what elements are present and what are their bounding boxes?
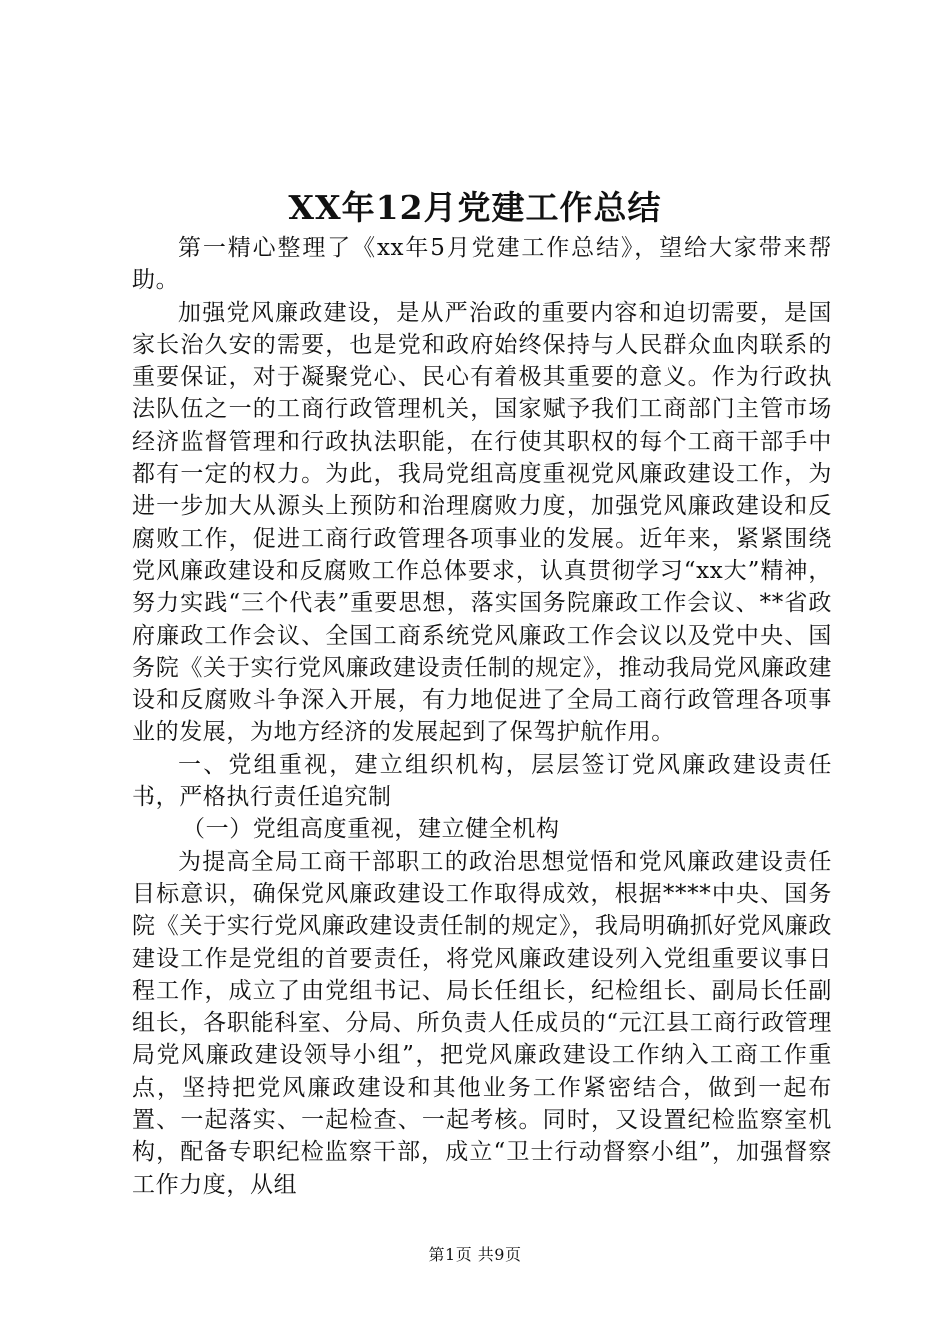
body-paragraph: 加强党风廉政建设，是从严治政的重要内容和迫切需要，是国家长治久安的需要，也是党和政府始终保持与人民群众血肉联系的重要保证，对于凝聚党心、民心有着极其重要的意义。作为行政执法队伍之一的工商行政管理机关，国家赋予我们工商部门主管市场经济监督管理和行政执法职能，在行使其职权的每个工商干部手中都有一定的权力。为此，我局党组高度重视党风廉政建设工作，为进一步加大从源头上预防和治理腐败力度，加强党风廉政建设和反腐败工作，促进工商行政管理各项事业的发展。近年来，紧紧围绕党风廉政建设和反腐败工作总体要求，认真贯彻学习“xx大”精神，努力实践“三个代表”重要思想，落实国务院廉政工作会议、**省政府廉政工作会议、全国工商系统党风廉政工作会议以及党中央、国务院《关于实行党风廉政建设责任制的规定》，推动我局党风廉政建设和反腐败斗争深入开展，有力地促进了全局工商行政管理各项事业的发展，为地方经济的发展起到了保驾护航作用。 [132,299,832,746]
document-body [132,232,832,1201]
document-title: XX年12月党建工作总结 [288,188,662,227]
intro-paragraph: 第一精心整理了《xx年5月党建工作总结》，望给大家带来帮助。 [132,235,832,294]
body-paragraph: 为提高全局工商干部职工的政治思想觉悟和党风廉政建设责任目标意识，确保党风廉政建设工作取得成效，根据****中央、国务院《关于实行党风廉政建设责任制的规定》，我局明确抓好党风廉政建设工作是党组的首要责任，将党风廉政建设列入党组重要议事日程工作，成立了由党组书记、局长任组长，纪检组长、副局长任副组长，各职能科室、分局、所负责人任成员的“元江县工商行政管理局党风廉政建设领导小组”，把党风廉政建设工作纳入工商工作重点，坚持把党风廉政建设和其他业务工作紧密结合，做到一起布置、一起落实、一起检查、一起考核。同时，又设置纪检监察室机构，配备专职纪检监察干部，成立“卫士行动督察小组”，加强督察工作力度，从组 [132,848,832,1198]
subsection-heading: （一）党组高度重视，建立健全机构 [182,816,560,843]
page-number-footer: 第1页 共9页 [428,1245,522,1264]
section-heading: 一、党组重视，建立组织机构，层层签订党风廉政建设责任书，严格执行责任追究制 [132,751,832,811]
